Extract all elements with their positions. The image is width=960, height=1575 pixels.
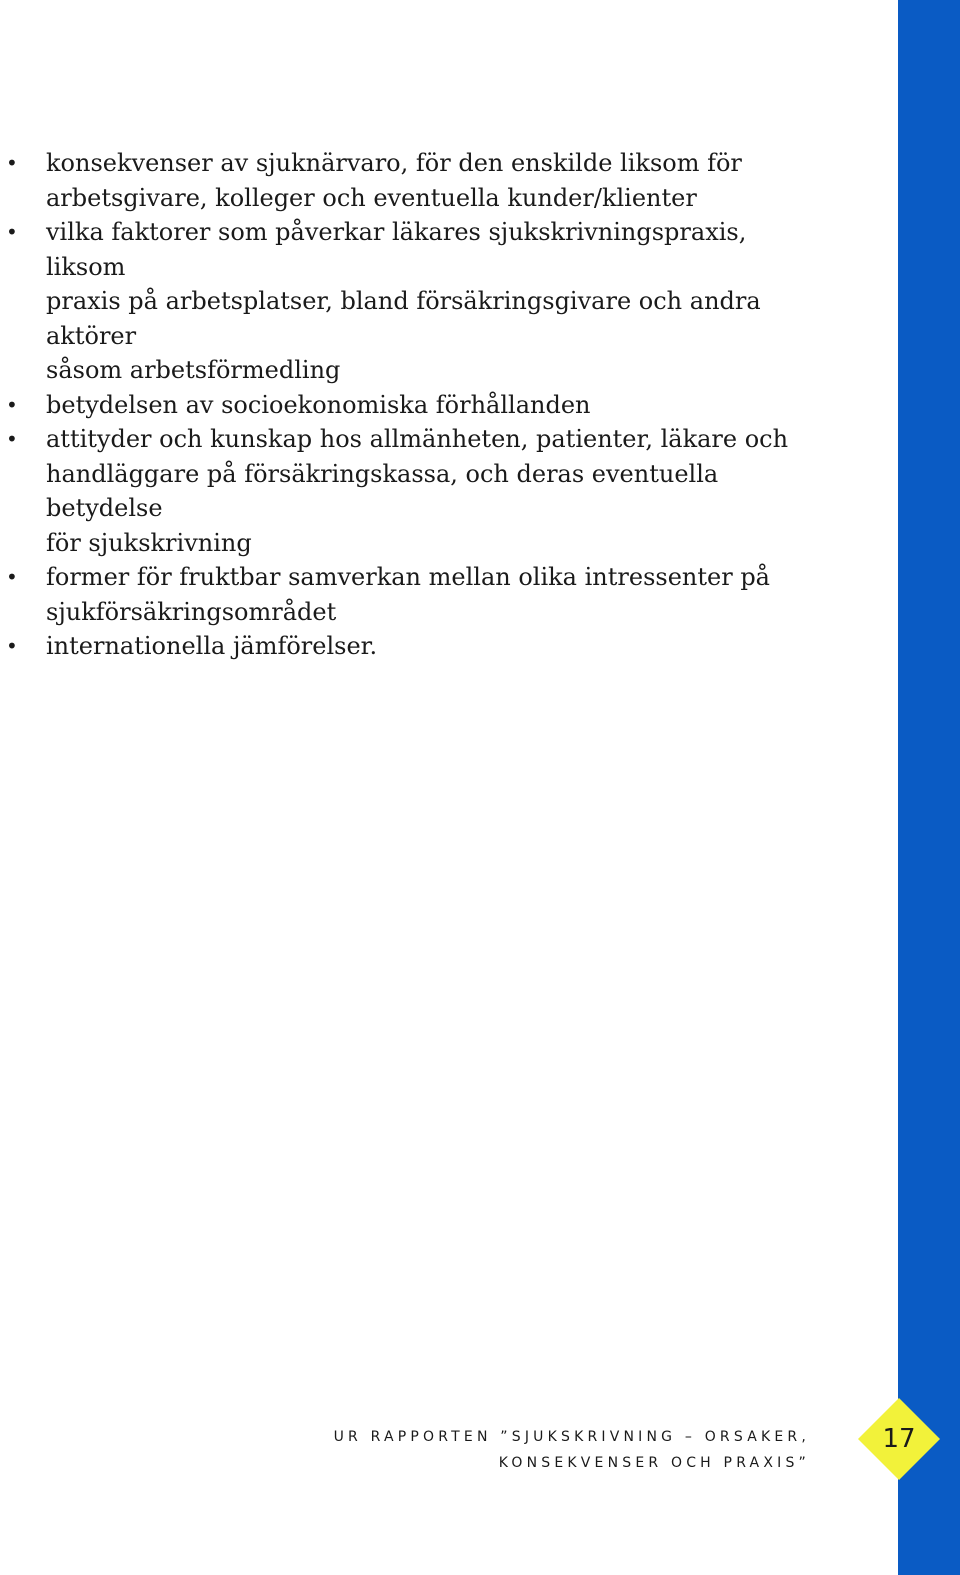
list-item-line: arbetsgivare, kolleger och eventuella kunder/klienter (46, 183, 697, 212)
page-number: 17 (882, 1424, 916, 1454)
bullet-icon: • (6, 220, 18, 244)
page-number-badge (858, 1398, 940, 1480)
list-item (0, 629, 800, 664)
list-item-line: attityder och kunskap hos allmänheten, patienter, läkare och (46, 425, 789, 453)
footer-line: KONSEKVENSER OCH PRAXIS” (498, 1455, 810, 1471)
bullet-icon: • (6, 427, 18, 451)
bullet-icon: • (6, 151, 18, 175)
bullet-icon: • (6, 565, 18, 589)
list-item-line: vilka faktorer som påverkar läkares sjukskrivningspraxis, liksom (46, 218, 747, 281)
list-item (0, 215, 800, 388)
running-footer (334, 1424, 810, 1476)
list-item-line: praxis på arbetsplatser, bland försäkringsgivare och andra aktörer (46, 287, 761, 350)
list-item-line: såsom arbetsförmedling (46, 356, 341, 384)
bullet-icon: • (6, 634, 18, 658)
list-item-line: för sjukskrivning (46, 528, 252, 557)
bullet-icon: • (6, 392, 18, 417)
list-item (0, 146, 800, 215)
list-item-line: former för fruktbar samverkan mellan olika intressenter på (46, 563, 770, 591)
list-item (0, 422, 800, 560)
side-band (898, 0, 960, 1575)
list-item-line: sjukförsäkringsområdet (46, 597, 337, 626)
list-item-line: konsekvenser av sjuknärvaro, för den enskilde liksom för (46, 149, 742, 177)
list-item-line: internationella jämförelser. (46, 632, 378, 660)
footer-line: UR RAPPORTEN ”SJUKSKRIVNING – ORSAKER, (333, 1429, 810, 1445)
list-item-line: handläggare på försäkringskassa, och deras eventuella betydelse (46, 459, 719, 522)
list-item-line: betydelsen av socioekonomiska förhållanden (46, 390, 591, 419)
list-item (0, 560, 800, 629)
list-item (0, 388, 800, 423)
bullet-list (0, 146, 800, 664)
